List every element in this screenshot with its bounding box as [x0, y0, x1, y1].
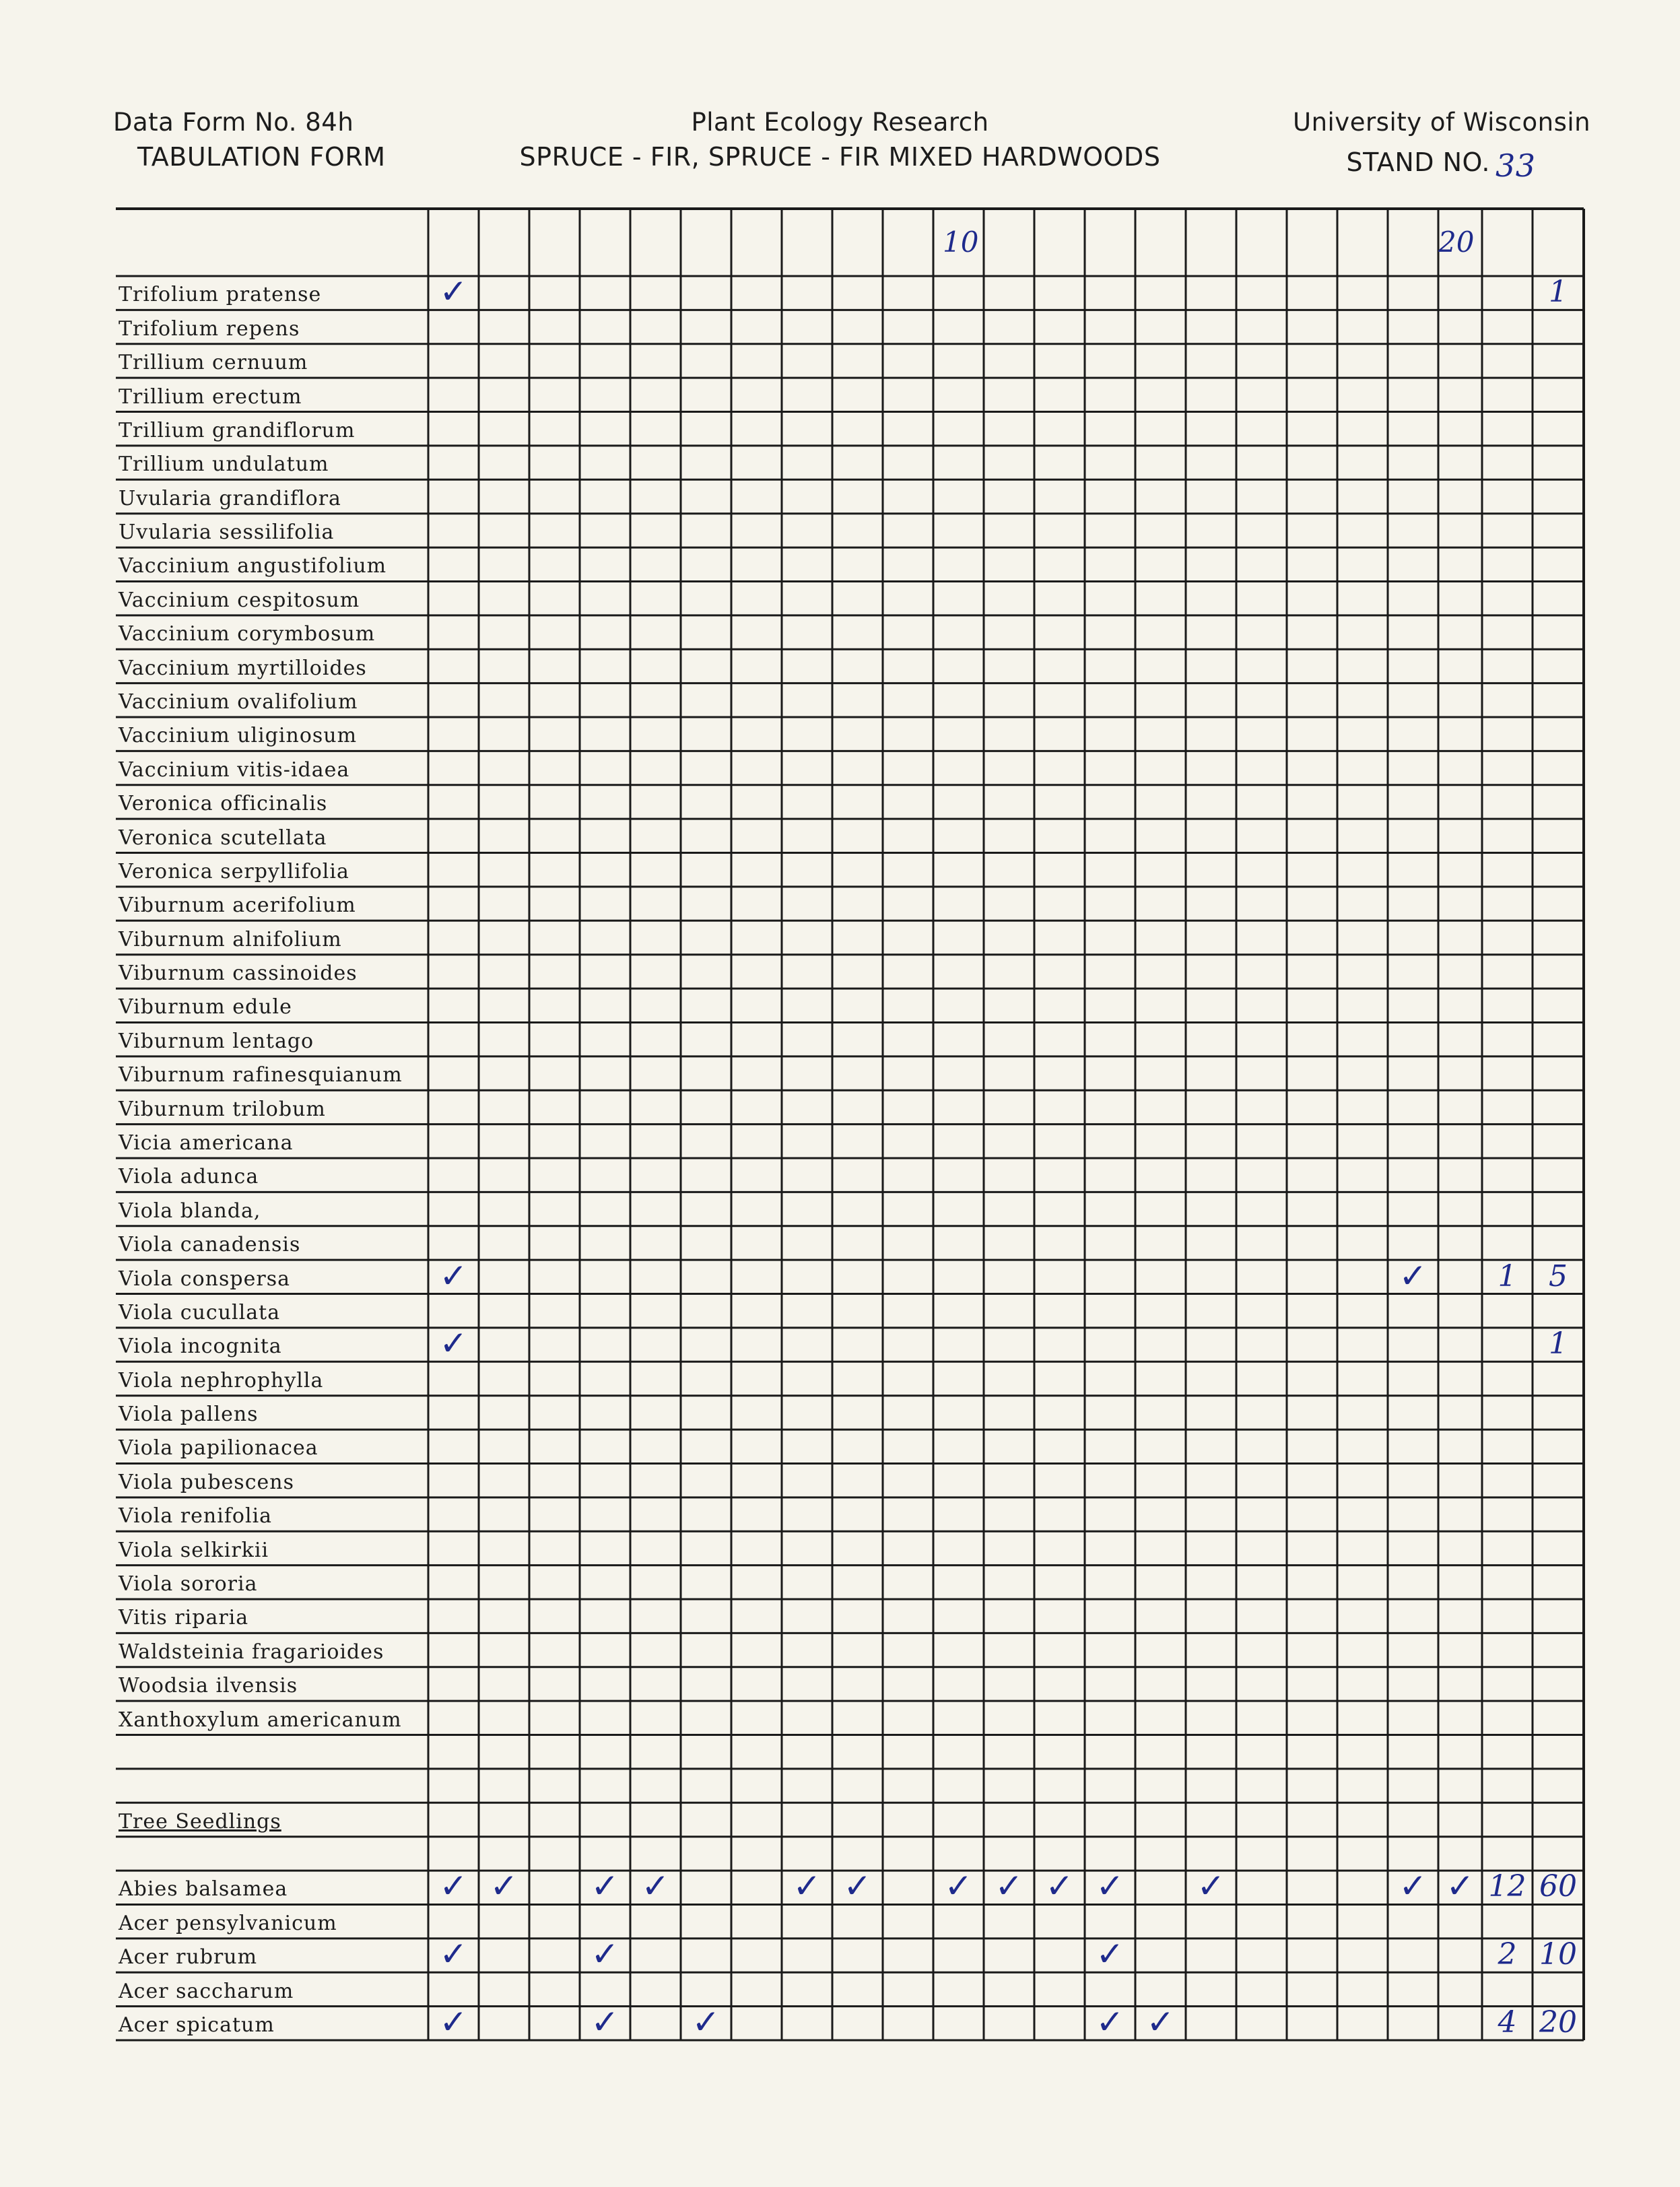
species-name: Vaccinium ovalifolium — [119, 690, 358, 714]
check-mark: ✓ — [591, 1866, 619, 1906]
species-name: Viola selkirkii — [119, 1538, 269, 1562]
species-name: Viola renifolia — [119, 1504, 273, 1528]
species-name: Viola cucullata — [119, 1300, 281, 1324]
frequency-total: 1 — [1549, 275, 1568, 310]
check-mark: ✓ — [591, 2003, 619, 2042]
species-name: Viola incognita — [119, 1335, 282, 1359]
check-mark: ✓ — [1399, 1866, 1427, 1906]
species-name: Viola sororia — [119, 1572, 258, 1596]
species-name: Viburnum trilobum — [119, 1097, 326, 1121]
form-number: Data Form No. 84h — [113, 108, 354, 137]
check-mark: ✓ — [1197, 1866, 1225, 1906]
check-mark: ✓ — [1146, 2003, 1175, 2042]
check-mark: ✓ — [439, 1866, 468, 1906]
check-mark: ✓ — [1045, 1866, 1074, 1906]
species-name: Acer saccharum — [119, 1979, 294, 2003]
species-name: Viola blanda, — [119, 1199, 261, 1223]
stand-number-value: 33 — [1495, 147, 1536, 184]
frequency-total: 5 — [1549, 1258, 1568, 1293]
species-name: Trillium grandiflorum — [119, 418, 356, 442]
species-name: Acer spicatum — [119, 2013, 275, 2037]
species-name: Xanthoxylum americanum — [119, 1708, 402, 1732]
column-number-10: 10 — [943, 226, 979, 259]
frequency-total: 1 — [1549, 1326, 1568, 1361]
frequency-count: 2 — [1498, 1937, 1517, 1972]
frequency-count: 12 — [1488, 1869, 1526, 1904]
check-mark: ✓ — [439, 1934, 468, 1974]
species-name: Uvularia sessilifolia — [119, 520, 335, 545]
check-mark: ✓ — [1096, 1866, 1124, 1906]
column-number-20: 20 — [1438, 226, 1475, 259]
species-name: Abies balsamea — [119, 1877, 288, 1902]
frequency-total: 20 — [1539, 2005, 1577, 2040]
check-mark: ✓ — [995, 1866, 1023, 1906]
species-name: Vaccinium corymbosum — [119, 622, 376, 646]
species-name: Veronica serpyllifolia — [119, 859, 349, 883]
check-mark: ✓ — [591, 1934, 619, 1974]
check-mark: ✓ — [944, 1866, 973, 1906]
species-name: Viola pubescens — [119, 1470, 294, 1494]
species-name: Acer rubrum — [119, 1945, 258, 1970]
species-name: Vitis riparia — [119, 1606, 249, 1630]
species-name: Vaccinium myrtilloides — [119, 656, 367, 680]
stand-number-label: STAND NO. — [1346, 147, 1490, 177]
species-name: Veronica scutellata — [119, 826, 327, 850]
species-name: Viburnum rafinesquianum — [119, 1063, 403, 1087]
check-mark: ✓ — [692, 2003, 720, 2042]
species-name: Veronica officinalis — [119, 792, 328, 816]
frequency-total: 60 — [1539, 1869, 1577, 1904]
species-name: Acer pensylvanicum — [119, 1911, 337, 1935]
species-name: Waldsteinia fragarioides — [119, 1640, 384, 1664]
species-name: Viola nephrophylla — [119, 1368, 324, 1392]
species-name: Uvularia grandiflora — [119, 486, 341, 510]
species-name: Trillium erectum — [119, 384, 302, 409]
section-label: Tree Seedlings — [119, 1809, 281, 1833]
form-title: TABULATION FORM — [137, 142, 386, 172]
species-name: Viola conspersa — [119, 1267, 290, 1291]
frequency-total: 10 — [1539, 1937, 1577, 1972]
frequency-count: 4 — [1498, 2005, 1517, 2040]
check-mark: ✓ — [439, 2003, 468, 2042]
check-mark: ✓ — [1399, 1256, 1427, 1296]
species-name: Trifolium repens — [119, 316, 300, 341]
organization: Plant Ecology Research — [691, 108, 989, 137]
species-name: Vaccinium uliginosum — [119, 724, 358, 748]
check-mark: ✓ — [439, 1256, 468, 1296]
check-mark: ✓ — [490, 1866, 518, 1906]
check-mark: ✓ — [439, 1324, 468, 1364]
forest-type-subtitle: SPRUCE - FIR, SPRUCE - FIR MIXED HARDWOODS — [519, 142, 1161, 172]
species-name: Vaccinium vitis-idaea — [119, 758, 350, 782]
check-mark: ✓ — [1446, 1866, 1475, 1906]
university-name: University of Wisconsin — [1293, 108, 1591, 137]
check-mark: ✓ — [1096, 1934, 1124, 1974]
species-name: Viola pallens — [119, 1403, 259, 1427]
species-name: Viburnum lentago — [119, 1029, 314, 1053]
species-name: Viburnum alnifolium — [119, 927, 342, 951]
species-name: Woodsia ilvensis — [119, 1674, 298, 1698]
species-name: Viburnum cassinoides — [119, 962, 358, 986]
check-mark: ✓ — [793, 1866, 821, 1906]
check-mark: ✓ — [843, 1866, 872, 1906]
species-name: Vicia americana — [119, 1131, 294, 1155]
species-name: Viola adunca — [119, 1165, 259, 1189]
species-name: Viola canadensis — [119, 1233, 301, 1257]
species-name: Trifolium pratense — [119, 283, 322, 307]
check-mark: ✓ — [439, 272, 468, 312]
species-name: Viburnum acerifolium — [119, 894, 356, 918]
species-name: Vaccinium angustifolium — [119, 554, 387, 578]
check-mark: ✓ — [641, 1866, 670, 1906]
frequency-count: 1 — [1498, 1258, 1517, 1293]
check-mark: ✓ — [1096, 2003, 1124, 2042]
species-name: Vaccinium cespitosum — [119, 588, 360, 612]
species-name: Trillium undulatum — [119, 452, 329, 477]
species-name: Trillium cernuum — [119, 351, 308, 375]
species-name: Viola papilionacea — [119, 1436, 318, 1460]
species-name: Viburnum edule — [119, 995, 292, 1019]
